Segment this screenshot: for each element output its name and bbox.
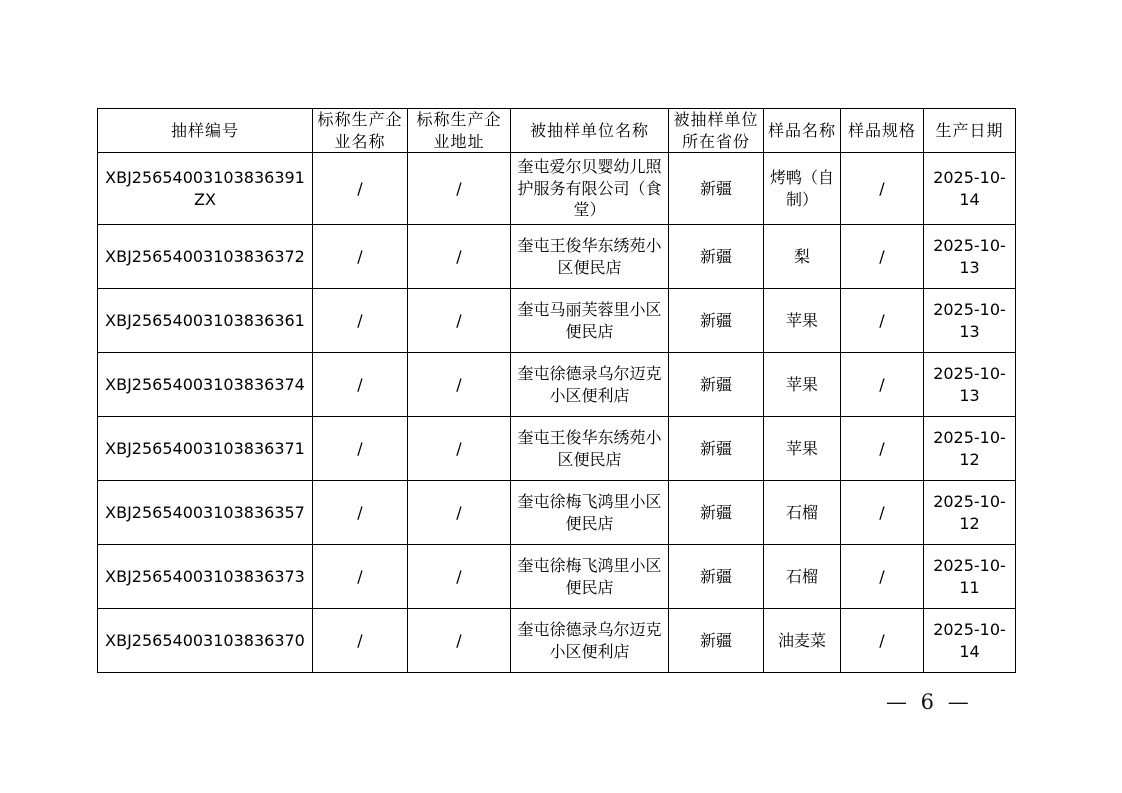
cell-sampled-unit-name: 奎屯马丽芙蓉里小区便民店: [511, 289, 669, 353]
cell-production-date: 2025-10-13: [924, 289, 1016, 353]
table-body: [98, 153, 1016, 673]
cell-sample-name: 油麦菜: [764, 609, 841, 673]
cell-producer-address: /: [408, 289, 511, 353]
page-number: — 6 —: [886, 690, 969, 714]
cell-producer-name: /: [313, 153, 408, 225]
cell-sample-id: XBJ25654003103836372: [98, 225, 313, 289]
cell-production-date: 2025-10-11: [924, 545, 1016, 609]
table-row: [98, 417, 1016, 481]
cell-province: 新疆: [669, 481, 764, 545]
cell-sample-name: 石榴: [764, 545, 841, 609]
cell-sampled-unit-name: 奎屯王俊华东绣苑小区便民店: [511, 225, 669, 289]
cell-sampled-unit-name: 奎屯徐德录乌尔迈克小区便利店: [511, 353, 669, 417]
cell-producer-name: /: [313, 481, 408, 545]
cell-sample-spec: /: [841, 545, 924, 609]
cell-producer-name: /: [313, 353, 408, 417]
col-header-province: 被抽样单位所在省份: [669, 109, 764, 153]
cell-province: 新疆: [669, 609, 764, 673]
cell-producer-name: /: [313, 417, 408, 481]
cell-producer-address: /: [408, 225, 511, 289]
col-header-sampled-unit-name: 被抽样单位名称: [511, 109, 669, 153]
table-row: [98, 289, 1016, 353]
table-row: [98, 481, 1016, 545]
cell-province: 新疆: [669, 545, 764, 609]
cell-sample-id: XBJ25654003103836357: [98, 481, 313, 545]
cell-sampled-unit-name: 奎屯徐梅飞鸿里小区便民店: [511, 545, 669, 609]
cell-sample-id: XBJ25654003103836361: [98, 289, 313, 353]
cell-production-date: 2025-10-14: [924, 153, 1016, 225]
cell-producer-address: /: [408, 481, 511, 545]
table-row: [98, 225, 1016, 289]
col-header-sample-name: 样品名称: [764, 109, 841, 153]
cell-province: 新疆: [669, 353, 764, 417]
cell-production-date: 2025-10-14: [924, 609, 1016, 673]
col-header-sample-id: 抽样编号: [98, 109, 313, 153]
cell-sampled-unit-name: 奎屯爱尔贝婴幼儿照护服务有限公司（食堂）: [511, 153, 669, 225]
col-header-production-date: 生产日期: [924, 109, 1016, 153]
cell-sample-spec: /: [841, 417, 924, 481]
sampling-records-table: [97, 108, 1016, 673]
cell-sample-id: XBJ25654003103836373: [98, 545, 313, 609]
cell-sampled-unit-name: 奎屯王俊华东绣苑小区便民店: [511, 417, 669, 481]
cell-sample-spec: /: [841, 609, 924, 673]
cell-production-date: 2025-10-13: [924, 353, 1016, 417]
cell-sample-id: XBJ25654003103836370: [98, 609, 313, 673]
col-header-producer-address: 标称生产企业地址: [408, 109, 511, 153]
table-row: [98, 353, 1016, 417]
cell-production-date: 2025-10-13: [924, 225, 1016, 289]
cell-sample-name: 苹果: [764, 289, 841, 353]
cell-sample-spec: /: [841, 225, 924, 289]
col-header-sample-spec: 样品规格: [841, 109, 924, 153]
cell-producer-address: /: [408, 417, 511, 481]
cell-sample-spec: /: [841, 289, 924, 353]
cell-province: 新疆: [669, 417, 764, 481]
cell-sample-name: 烤鸭（自制）: [764, 153, 841, 225]
col-header-producer-name: 标称生产企业名称: [313, 109, 408, 153]
cell-producer-address: /: [408, 353, 511, 417]
cell-sampled-unit-name: 奎屯徐德录乌尔迈克小区便利店: [511, 609, 669, 673]
cell-sample-spec: /: [841, 153, 924, 225]
cell-sample-name: 苹果: [764, 417, 841, 481]
cell-sample-name: 梨: [764, 225, 841, 289]
cell-province: 新疆: [669, 289, 764, 353]
cell-producer-name: /: [313, 609, 408, 673]
table-row: [98, 545, 1016, 609]
cell-producer-name: /: [313, 545, 408, 609]
cell-sample-spec: /: [841, 481, 924, 545]
table-header-row: [98, 109, 1016, 153]
cell-sample-name: 苹果: [764, 353, 841, 417]
cell-sample-id: XBJ25654003103836374: [98, 353, 313, 417]
cell-producer-name: /: [313, 289, 408, 353]
cell-producer-address: /: [408, 609, 511, 673]
cell-sampled-unit-name: 奎屯徐梅飞鸿里小区便民店: [511, 481, 669, 545]
cell-sample-name: 石榴: [764, 481, 841, 545]
cell-sample-spec: /: [841, 353, 924, 417]
cell-production-date: 2025-10-12: [924, 481, 1016, 545]
table-row: [98, 609, 1016, 673]
cell-province: 新疆: [669, 153, 764, 225]
cell-producer-address: /: [408, 545, 511, 609]
cell-producer-address: /: [408, 153, 511, 225]
table-row: [98, 153, 1016, 225]
cell-producer-name: /: [313, 225, 408, 289]
cell-sample-id: XBJ25654003103836391ZX: [98, 153, 313, 225]
cell-sample-id: XBJ25654003103836371: [98, 417, 313, 481]
cell-province: 新疆: [669, 225, 764, 289]
cell-production-date: 2025-10-12: [924, 417, 1016, 481]
